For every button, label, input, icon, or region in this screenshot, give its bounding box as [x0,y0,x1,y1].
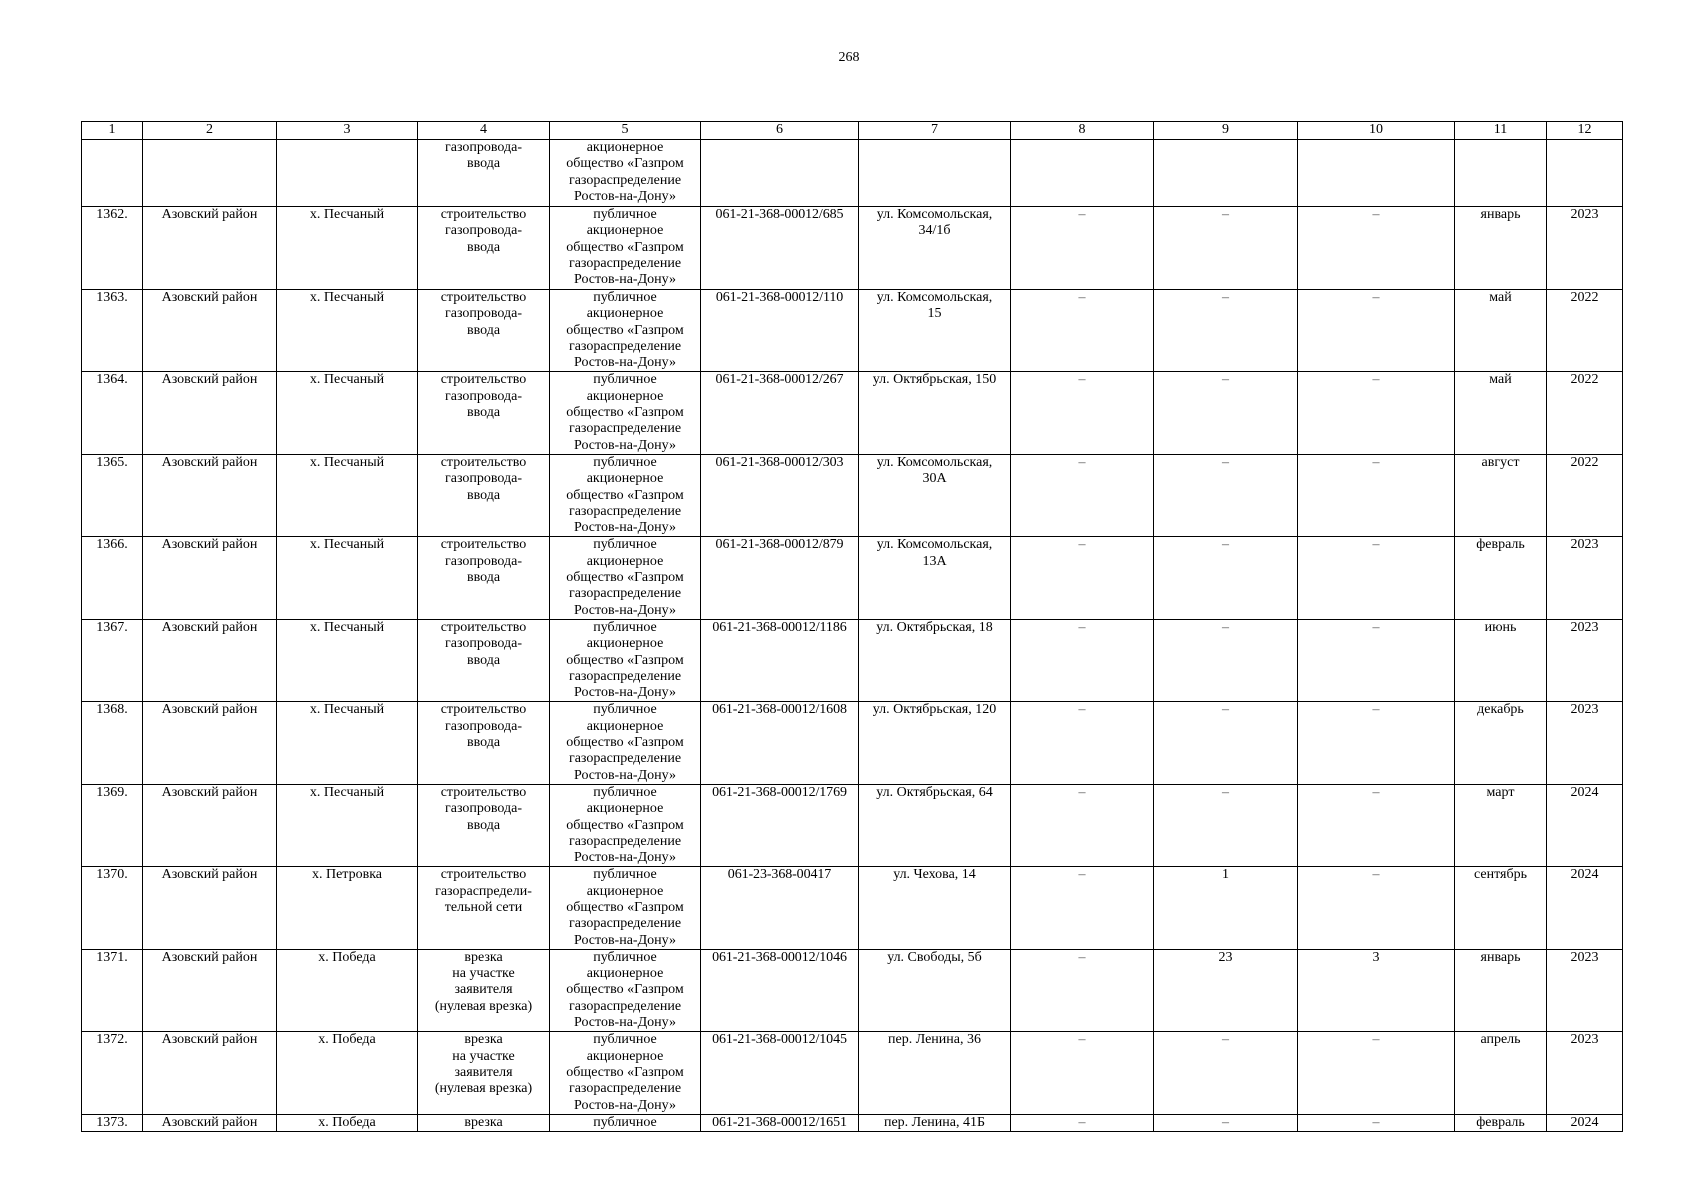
cell-district: Азовский район [143,949,277,1031]
table-row [82,619,1623,701]
cell-code: 061-21-368-00012/267 [701,372,859,454]
column-header-11: 11 [1455,122,1547,140]
cell-district: Азовский район [143,619,277,701]
cell-district: Азовский район [143,454,277,536]
cell-settlement: х. Победа [277,1032,418,1114]
cell-code: 061-21-368-00012/1769 [701,784,859,866]
cell-c8: – [1011,290,1154,372]
cell-work: строительство газопровода- ввода [418,372,550,454]
cell-year: 2024 [1547,1114,1623,1131]
column-header-8: 8 [1011,122,1154,140]
cell-month: май [1455,372,1547,454]
cell-code: 061-21-368-00012/1651 [701,1114,859,1131]
cell-c10: – [1298,537,1455,619]
cell-year: 2023 [1547,537,1623,619]
table-row [82,537,1623,619]
cell-address: ул. Комсомольская, 15 [859,290,1011,372]
cell-org: публичное акционерное общество «Газпром газораспределение Ростов-на-Дону» [550,867,701,949]
cell-num: 1372. [82,1032,143,1114]
table-row [82,372,1623,454]
column-header-4: 4 [418,122,550,140]
cell-district: Азовский район [143,537,277,619]
table-header [82,122,1623,140]
cell-c10: – [1298,290,1455,372]
cell-c10: – [1298,1032,1455,1114]
table-row [82,867,1623,949]
cell-month [1455,140,1547,207]
cell-org: публичное акционерное общество «Газпром газораспределение Ростов-на-Дону» [550,290,701,372]
column-header-1: 1 [82,122,143,140]
cell-c10: – [1298,702,1455,784]
cell-address: ул. Октябрьская, 64 [859,784,1011,866]
cell-code: 061-21-368-00012/110 [701,290,859,372]
cell-num: 1368. [82,702,143,784]
cell-num: 1364. [82,372,143,454]
cell-month: август [1455,454,1547,536]
cell-c8: – [1011,619,1154,701]
cell-code: 061-21-368-00012/1045 [701,1032,859,1114]
cell-c8: – [1011,454,1154,536]
registry-table [81,121,1623,1132]
cell-district: Азовский район [143,207,277,290]
column-header-3: 3 [277,122,418,140]
cell-code: 061-21-368-00012/685 [701,207,859,290]
cell-work: газопровода- ввода [418,140,550,207]
cell-month: апрель [1455,1032,1547,1114]
cell-c10 [1298,140,1455,207]
cell-c8: – [1011,207,1154,290]
cell-year: 2023 [1547,949,1623,1031]
column-header-7: 7 [859,122,1011,140]
cell-work: строительство газопровода- ввода [418,619,550,701]
column-header-9: 9 [1154,122,1298,140]
cell-code: 061-21-368-00012/879 [701,537,859,619]
cell-c9: – [1154,207,1298,290]
cell-code: 061-21-368-00012/1608 [701,702,859,784]
cell-settlement: х. Песчаный [277,619,418,701]
table-row [82,207,1623,290]
cell-c9: – [1154,1114,1298,1131]
cell-c10: – [1298,619,1455,701]
cell-settlement: х. Петровка [277,867,418,949]
cell-settlement: х. Песчаный [277,702,418,784]
cell-year [1547,140,1623,207]
cell-org: публичное акционерное общество «Газпром газораспределение Ростов-на-Дону» [550,949,701,1031]
cell-year: 2022 [1547,290,1623,372]
cell-c9: – [1154,619,1298,701]
table-body [82,140,1623,1132]
cell-settlement: х. Песчаный [277,372,418,454]
cell-num [82,140,143,207]
cell-code: 061-21-368-00012/1186 [701,619,859,701]
column-header-12: 12 [1547,122,1623,140]
cell-c8 [1011,140,1154,207]
table-row [82,1032,1623,1114]
cell-c8: – [1011,784,1154,866]
cell-num: 1367. [82,619,143,701]
cell-address: ул. Свободы, 5б [859,949,1011,1031]
cell-year: 2023 [1547,1032,1623,1114]
cell-district: Азовский район [143,867,277,949]
cell-month: декабрь [1455,702,1547,784]
cell-org: публичное акционерное общество «Газпром газораспределение Ростов-на-Дону» [550,702,701,784]
cell-num: 1371. [82,949,143,1031]
cell-c9: – [1154,290,1298,372]
cell-c10: – [1298,867,1455,949]
cell-settlement: х. Песчаный [277,290,418,372]
cell-org: публичное [550,1114,701,1131]
cell-c10: – [1298,207,1455,290]
cell-month: февраль [1455,1114,1547,1131]
column-header-6: 6 [701,122,859,140]
cell-code: 061-23-368-00417 [701,867,859,949]
cell-org: публичное акционерное общество «Газпром газораспределение Ростов-на-Дону» [550,1032,701,1114]
cell-month: февраль [1455,537,1547,619]
cell-year: 2022 [1547,372,1623,454]
cell-c10: – [1298,454,1455,536]
cell-settlement: х. Песчаный [277,207,418,290]
table-row [82,290,1623,372]
cell-org: публичное акционерное общество «Газпром газораспределение Ростов-на-Дону» [550,207,701,290]
cell-year: 2024 [1547,867,1623,949]
cell-address [859,140,1011,207]
table-row [82,784,1623,866]
cell-address: ул. Чехова, 14 [859,867,1011,949]
cell-c9: – [1154,1032,1298,1114]
column-header-5: 5 [550,122,701,140]
cell-num: 1373. [82,1114,143,1131]
cell-year: 2022 [1547,454,1623,536]
table-row [82,1114,1623,1131]
cell-district: Азовский район [143,1114,277,1131]
cell-c8: – [1011,867,1154,949]
cell-work: строительство газопровода- ввода [418,454,550,536]
cell-district: Азовский район [143,1032,277,1114]
cell-work: строительство газопровода- ввода [418,207,550,290]
cell-work: строительство газопровода- ввода [418,537,550,619]
cell-code: 061-21-368-00012/303 [701,454,859,536]
cell-address: ул. Октябрьская, 120 [859,702,1011,784]
cell-c8: – [1011,1032,1154,1114]
cell-address: пер. Ленина, 36 [859,1032,1011,1114]
cell-month: март [1455,784,1547,866]
cell-work: врезка на участке заявителя (нулевая врезка) [418,1032,550,1114]
cell-c9: 1 [1154,867,1298,949]
cell-district: Азовский район [143,290,277,372]
cell-c8: – [1011,949,1154,1031]
cell-month: январь [1455,207,1547,290]
cell-num: 1369. [82,784,143,866]
page-number: 268 [838,50,860,65]
cell-district [143,140,277,207]
table-row [82,949,1623,1031]
cell-org: публичное акционерное общество «Газпром газораспределение Ростов-на-Дону» [550,784,701,866]
cell-month: январь [1455,949,1547,1031]
cell-c9: – [1154,784,1298,866]
cell-settlement: х. Песчаный [277,454,418,536]
cell-c9: – [1154,702,1298,784]
column-header-10: 10 [1298,122,1455,140]
header-row [82,122,1623,140]
cell-month: июнь [1455,619,1547,701]
table-row [82,702,1623,784]
cell-c10: – [1298,1114,1455,1131]
cell-settlement: х. Песчаный [277,784,418,866]
cell-work: врезка [418,1114,550,1131]
cell-c9: – [1154,537,1298,619]
column-header-2: 2 [143,122,277,140]
cell-c9: – [1154,372,1298,454]
cell-settlement: х. Победа [277,1114,418,1131]
cell-num: 1370. [82,867,143,949]
cell-work: строительство газопровода- ввода [418,784,550,866]
cell-district: Азовский район [143,784,277,866]
cell-year: 2023 [1547,207,1623,290]
cell-c8: – [1011,372,1154,454]
cell-code: 061-21-368-00012/1046 [701,949,859,1031]
continuation-row [82,140,1623,207]
cell-c9: 23 [1154,949,1298,1031]
cell-settlement: х. Победа [277,949,418,1031]
cell-c8: – [1011,537,1154,619]
cell-address: ул. Комсомольская, 13А [859,537,1011,619]
cell-c9: – [1154,454,1298,536]
cell-org: публичное акционерное общество «Газпром газораспределение Ростов-на-Дону» [550,372,701,454]
cell-address: ул. Октябрьская, 150 [859,372,1011,454]
cell-work: врезка на участке заявителя (нулевая врезка) [418,949,550,1031]
cell-num: 1365. [82,454,143,536]
cell-num: 1362. [82,207,143,290]
cell-num: 1366. [82,537,143,619]
cell-month: сентябрь [1455,867,1547,949]
cell-year: 2023 [1547,619,1623,701]
cell-org: публичное акционерное общество «Газпром газораспределение Ростов-на-Дону» [550,454,701,536]
cell-c9 [1154,140,1298,207]
cell-org: публичное акционерное общество «Газпром газораспределение Ростов-на-Дону» [550,619,701,701]
cell-c8: – [1011,702,1154,784]
cell-settlement [277,140,418,207]
cell-org: акционерное общество «Газпром газораспределение Ростов-на-Дону» [550,140,701,207]
cell-c10: 3 [1298,949,1455,1031]
cell-num: 1363. [82,290,143,372]
cell-code [701,140,859,207]
cell-district: Азовский район [143,372,277,454]
cell-year: 2024 [1547,784,1623,866]
cell-work: строительство газопровода- ввода [418,290,550,372]
cell-c10: – [1298,372,1455,454]
cell-district: Азовский район [143,702,277,784]
cell-address: пер. Ленина, 41Б [859,1114,1011,1131]
table-row [82,454,1623,536]
cell-settlement: х. Песчаный [277,537,418,619]
cell-c8: – [1011,1114,1154,1131]
cell-address: ул. Комсомольская, 30А [859,454,1011,536]
cell-c10: – [1298,784,1455,866]
cell-month: май [1455,290,1547,372]
cell-address: ул. Октябрьская, 18 [859,619,1011,701]
cell-year: 2023 [1547,702,1623,784]
cell-org: публичное акционерное общество «Газпром газораспределение Ростов-на-Дону» [550,537,701,619]
cell-work: строительство газопровода- ввода [418,702,550,784]
cell-work: строительство газораспредели- тельной сети [418,867,550,949]
cell-address: ул. Комсомольская, 34/1б [859,207,1011,290]
